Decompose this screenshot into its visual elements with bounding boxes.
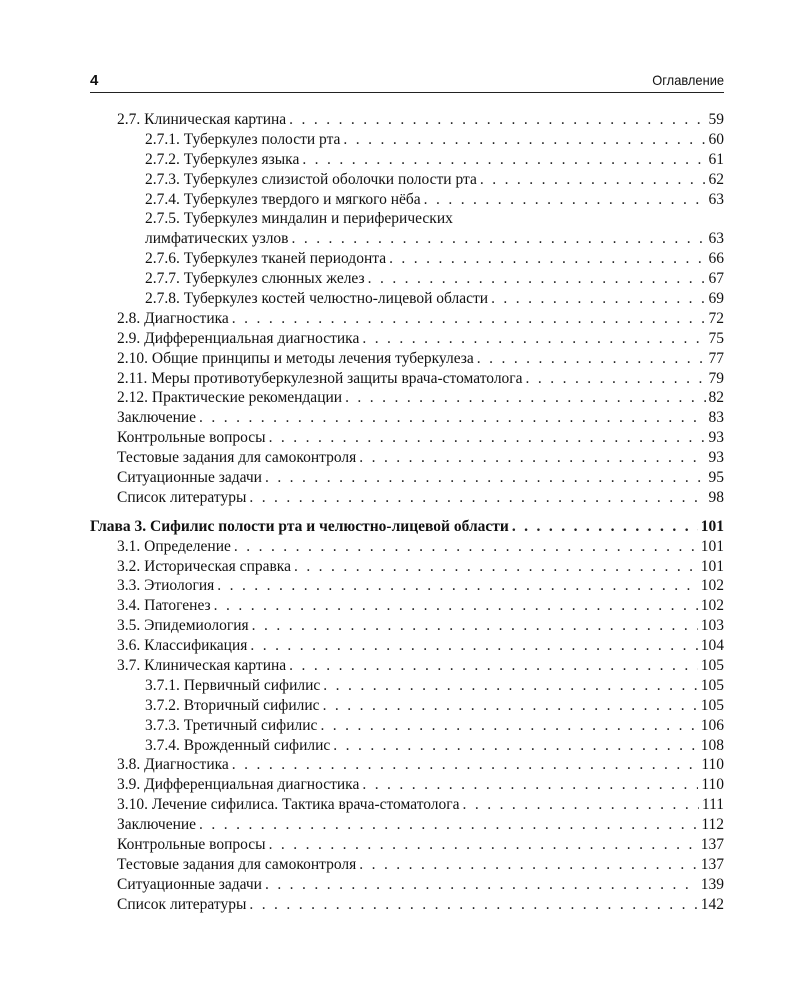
toc-entry-page-number: 93: [708, 449, 724, 467]
toc-entry-page-number: 63: [708, 190, 724, 208]
toc-entry-label: 3.5. Эпидемиология: [117, 617, 249, 635]
toc-entry-label: Тестовые задания для самоконтроля: [117, 449, 357, 467]
toc-entry[interactable]: [90, 636, 724, 656]
toc-entry-label: 3.8. Диагностика: [117, 756, 229, 774]
toc-entry-label: Тестовые задания для самоконтроля: [117, 855, 357, 873]
toc-entry-label: 3.7.4. Врожденный сифилис: [145, 736, 331, 754]
toc-entry-label: 3.3. Этиология: [117, 577, 215, 595]
dot-leader: [333, 736, 697, 756]
toc-entry-label: Контрольные вопросы: [117, 836, 266, 854]
toc-entry-label: Список литературы: [117, 895, 247, 913]
dot-leader: [217, 576, 698, 596]
toc-entry-page-number: 66: [708, 250, 724, 268]
dot-leader: [234, 537, 698, 557]
toc-entry[interactable]: [90, 150, 724, 170]
toc-entry-label: 2.7. Клиническая картина: [117, 110, 287, 128]
toc-entry[interactable]: [90, 676, 724, 696]
toc-entry-page-number: 101: [700, 517, 724, 535]
toc-entry-label: 3.7.2. Вторичный сифилис: [145, 696, 320, 714]
running-title: Оглавление: [652, 72, 724, 88]
toc-entry[interactable]: [90, 596, 724, 616]
toc-entry[interactable]: [90, 170, 724, 190]
dot-leader: [359, 855, 698, 875]
dot-leader: [362, 329, 705, 349]
toc-entry-label: Заключение: [117, 816, 197, 834]
toc-entry-page-number: 69: [708, 290, 724, 307]
dot-leader: [512, 517, 698, 537]
toc-entry[interactable]: [90, 249, 724, 269]
toc-entry-label: Список литературы: [117, 488, 247, 506]
dot-leader: [199, 815, 698, 835]
toc-entry[interactable]: [90, 557, 724, 577]
toc-entry[interactable]: [90, 875, 724, 895]
toc-entry-page-number: 111: [701, 796, 724, 814]
dot-leader: [249, 488, 705, 508]
toc-entry-page-number: 101: [700, 537, 724, 555]
dot-leader: [294, 557, 698, 577]
dot-leader: [269, 835, 698, 855]
dot-leader: [368, 269, 706, 289]
toc-entry-label: 2.7.1. Туберкулез полости рта: [145, 130, 341, 148]
toc-entry[interactable]: [90, 835, 724, 855]
toc-entry-page-number: 60: [708, 130, 724, 148]
toc-entry[interactable]: [90, 448, 724, 468]
dot-leader: [265, 468, 706, 488]
toc-entry-page-number: 82: [708, 389, 724, 407]
dot-leader: [265, 875, 698, 895]
toc-entry-label: 2.7.6. Туберкулез тканей периодонта: [145, 250, 387, 268]
dot-leader: [359, 448, 705, 468]
toc-entry-page-number: 137: [700, 836, 724, 854]
toc-entry-page-number: 61: [708, 150, 724, 168]
toc-entry[interactable]: [90, 696, 724, 716]
toc-entry-page-number: 104: [700, 637, 724, 655]
toc-entry[interactable]: [90, 537, 724, 557]
dot-leader: [269, 428, 706, 448]
toc-entry-label-first-line: 2.7.5. Туберкулез миндалин и периферических: [145, 210, 453, 228]
toc-entry-page-number: 108: [700, 736, 724, 754]
toc-entry-label: 2.12. Практические рекомендации: [117, 389, 343, 407]
toc-entry-page-number: 112: [701, 816, 724, 834]
toc-entry-page-number: 139: [700, 875, 724, 893]
page-number: 4: [90, 72, 99, 89]
dot-leader: [345, 388, 705, 408]
toc-entry-label: 3.4. Патогенез: [117, 597, 211, 615]
toc-entry-label: 2.11. Меры противотуберкулезной защиты врача-стоматолога: [117, 369, 523, 387]
toc-entry[interactable]: [90, 488, 724, 508]
dot-leader: [289, 656, 698, 676]
toc-entry-page-number: 101: [700, 557, 724, 575]
toc-entry[interactable]: [90, 408, 724, 428]
toc-entry-label: Ситуационные задачи: [117, 875, 262, 893]
toc-entry[interactable]: [90, 329, 724, 349]
toc-entry-page-number: 83: [708, 409, 724, 427]
toc-entry[interactable]: [90, 349, 724, 369]
toc-entry[interactable]: [90, 716, 724, 736]
toc-entry[interactable]: [90, 815, 724, 835]
toc-entry-label: 2.7.8. Туберкулез костей челюстно-лицевой области: [145, 290, 489, 307]
toc-entry-label: 3.10. Лечение сифилиса. Тактика врача-стоматолога: [117, 796, 460, 814]
dot-leader: [252, 616, 698, 636]
toc-entry-page-number: 137: [700, 855, 724, 873]
dot-leader: [389, 249, 705, 269]
dot-leader: [199, 408, 705, 428]
dot-leader: [232, 309, 706, 329]
toc-entry-label: Заключение: [117, 409, 197, 427]
toc-entry-page-number: 93: [708, 429, 724, 447]
dot-leader: [424, 190, 706, 210]
toc-entry-label: Ситуационные задачи: [117, 469, 262, 487]
dot-leader: [526, 369, 706, 389]
toc-entry[interactable]: [90, 309, 724, 329]
toc-entry[interactable]: [90, 795, 724, 815]
toc-entry-label: Контрольные вопросы: [117, 429, 266, 447]
dot-leader: [491, 289, 705, 309]
page-header: [90, 70, 724, 93]
toc-entry-page-number: 105: [700, 676, 724, 694]
toc-entry-label: лимфатических узлов: [145, 230, 289, 248]
toc-entry-label: Глава 3. Сифилис полости рта и челюстно-лицевой области: [90, 517, 509, 535]
toc-entry-page-number: 105: [700, 696, 724, 714]
toc-entry-page-number: 62: [708, 170, 724, 188]
toc-entry[interactable]: [90, 576, 724, 596]
toc-entry[interactable]: [90, 388, 724, 408]
toc-entry-page-number: 75: [708, 329, 724, 347]
toc-entry-page-number: 67: [708, 270, 724, 288]
dot-leader: [362, 775, 698, 795]
dot-leader: [289, 110, 705, 130]
dot-leader: [480, 170, 706, 190]
toc-entry-page-number: 98: [708, 488, 724, 506]
toc-entry-label: 2.7.2. Туберкулез языка: [145, 150, 300, 168]
toc-entry-page-number: 106: [700, 716, 724, 734]
toc-entry-page-number: 110: [701, 756, 724, 774]
toc-entry-page-number: 105: [700, 657, 724, 675]
toc-entry-label: 2.10. Общие принципы и методы лечения туберкулеза: [117, 349, 474, 367]
dot-leader: [214, 596, 698, 616]
toc-entry[interactable]: [90, 289, 724, 309]
toc-chapter-entry[interactable]: [90, 517, 724, 537]
toc-entry-page-number: 72: [708, 309, 724, 327]
toc-entry-label: 2.7.4. Туберкулез твердого и мягкого нёба: [145, 190, 421, 208]
toc-entry-label: 2.7.3. Туберкулез слизистой оболочки полости рта: [145, 170, 477, 188]
toc-entry[interactable]: [90, 895, 724, 915]
toc-entry-page-number: 102: [700, 577, 724, 595]
toc-entry-label: 3.7.1. Первичный сифилис: [145, 676, 321, 694]
dot-leader: [343, 130, 705, 150]
toc-entry-label: 2.9. Дифференциальная диагностика: [117, 329, 360, 347]
dot-leader: [323, 696, 698, 716]
toc-entry-page-number: 102: [700, 597, 724, 615]
toc-entry-page-number: 59: [708, 110, 724, 128]
toc-entry-page-number: 103: [700, 617, 724, 635]
toc-entry[interactable]: [90, 269, 724, 289]
toc-entry[interactable]: [90, 736, 724, 756]
toc-entry-page-number: 95: [708, 469, 724, 487]
toc-entry-label: 3.2. Историческая справка: [117, 557, 291, 575]
toc-entry-label: 3.1. Определение: [117, 537, 231, 555]
table-of-contents: [90, 110, 724, 915]
toc-entry-label: 3.7. Клиническая картина: [117, 657, 287, 675]
toc-entry-label: 3.7.3. Третичный сифилис: [145, 716, 318, 734]
dot-leader: [292, 229, 706, 249]
dot-leader: [320, 716, 697, 736]
toc-entry[interactable]: [90, 775, 724, 795]
toc-entry-label: 2.8. Диагностика: [117, 309, 229, 327]
toc-entry-label: 3.9. Дифференциальная диагностика: [117, 776, 360, 794]
dot-leader: [323, 676, 697, 696]
toc-entry-page-number: 110: [701, 776, 724, 794]
toc-entry[interactable]: [90, 190, 724, 210]
toc-entry[interactable]: [90, 616, 724, 636]
dot-leader: [249, 895, 697, 915]
toc-entry-label: 2.7.7. Туберкулез слюнных желез: [145, 270, 365, 288]
dot-leader: [232, 755, 699, 775]
toc-entry[interactable]: [90, 656, 724, 676]
toc-entry[interactable]: [90, 110, 724, 130]
toc-entry[interactable]: [90, 855, 724, 875]
dot-leader: [302, 150, 705, 170]
toc-entry[interactable]: [90, 229, 724, 249]
dot-leader: [250, 636, 697, 656]
toc-entry-page-number: 63: [708, 230, 724, 248]
toc-entry[interactable]: [90, 756, 724, 776]
toc-entry-page-number: 77: [708, 349, 724, 367]
toc-entry-label: 3.6. Классификация: [117, 637, 248, 655]
toc-entry[interactable]: [90, 369, 724, 389]
toc-entry[interactable]: [90, 468, 724, 488]
dot-leader: [477, 349, 706, 369]
toc-entry[interactable]: [90, 130, 724, 150]
toc-entry-page-number: 79: [708, 369, 724, 387]
dot-leader: [463, 795, 699, 815]
toc-entry-page-number: 142: [700, 895, 724, 913]
toc-entry[interactable]: [90, 428, 724, 448]
